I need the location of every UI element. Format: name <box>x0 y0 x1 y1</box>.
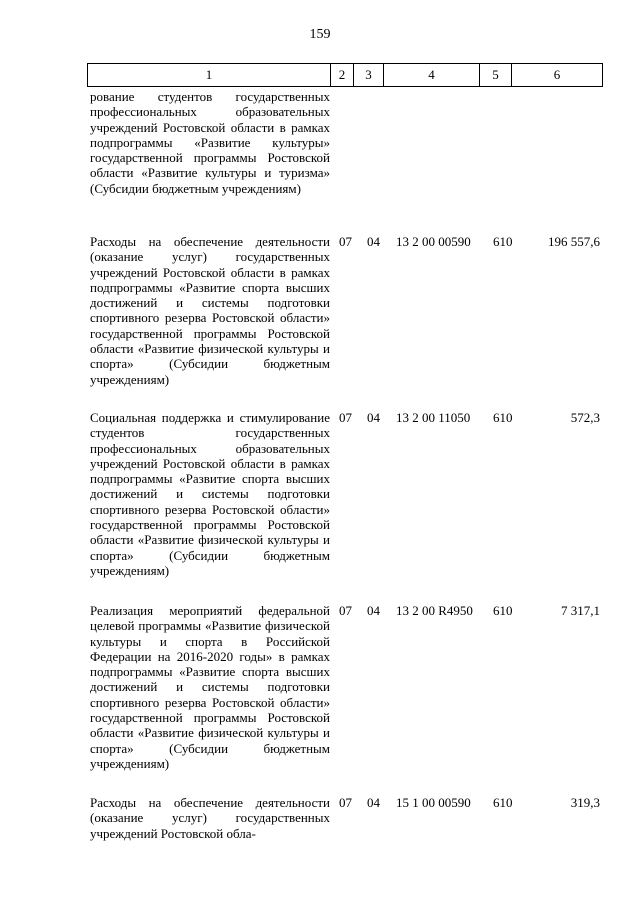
row-section: 07 <box>339 410 352 425</box>
row-description: Расходы на обеспечение деятельности (оказание услуг) государственных учреждений Ростовской обла- <box>90 795 330 841</box>
row-amount: 319,3 <box>570 795 600 810</box>
row-section: 07 <box>339 795 352 810</box>
column-header-6: 6 <box>512 64 603 87</box>
row-expense-type: 610 <box>493 234 513 249</box>
row-target-code: 13 2 00 R4950 <box>396 603 473 618</box>
row-description: Расходы на обеспечение деятельности (оказание услуг) государственных учреждений Ростовской области в рамках подпрограммы «Развитие спорта высших достижений и системы подготовки спортивного резерва Ростовской области» государственной программы Ростовской области «Развитие физической культуры и спорта» (Субсидии бюджетным учреждениям) <box>90 234 330 387</box>
row-subsection: 04 <box>367 410 380 425</box>
column-header-4: 4 <box>384 64 480 87</box>
row-expense-type: 610 <box>493 603 513 618</box>
row-section: 07 <box>339 603 352 618</box>
row-section: 07 <box>339 234 352 249</box>
row-description: Социальная поддержка и стимулирование студентов государственных профессиональных образовательных учреждений Ростовской области в рамках подпрограммы «Развитие спорта высших достижений и системы подготовки спортивного резерва Ростовской области» государственной программы Ростовской области «Развитие физической культуры и спорта» (Субсидии бюджетным учреждениям) <box>90 410 330 578</box>
row-target-code: 15 1 00 00590 <box>396 795 471 810</box>
row-amount: 7 317,1 <box>561 603 600 618</box>
row-target-code: 13 2 00 11050 <box>396 410 471 425</box>
row-subsection: 04 <box>367 603 380 618</box>
row-expense-type: 610 <box>493 795 513 810</box>
row-subsection: 04 <box>367 234 380 249</box>
page-number: 159 <box>309 27 331 42</box>
row-subsection: 04 <box>367 795 380 810</box>
row-amount: 196 557,6 <box>548 234 600 249</box>
continuation-description: рование студентов государственных профессиональных образовательных учреждений Ростовской области в рамках подпрограммы «Развитие культуры» государственной программы Ростовской области «Развитие культуры и туризма» (Субсидии бюджетным учреждениям) <box>90 89 330 196</box>
column-header-5: 5 <box>480 64 512 87</box>
row-amount: 572,3 <box>570 410 600 425</box>
column-header-table <box>87 63 603 87</box>
row-description: Реализация мероприятий федеральной целевой программы «Развитие физической культуры и спорта в Российской Федерации на 2016-2020 годы» в рамках подпрограммы «Развитие спорта высших достижений и системы подготовки спортивного резерва Ростовской области» государственной программы Ростовской области «Развитие физической культуры и спорта» (Субсидии бюджетным учреждениям) <box>90 603 330 771</box>
column-header-2: 2 <box>331 64 354 87</box>
row-target-code: 13 2 00 00590 <box>396 234 471 249</box>
column-header-row <box>88 64 603 87</box>
column-header-1: 1 <box>88 64 331 87</box>
column-header-3: 3 <box>354 64 384 87</box>
row-expense-type: 610 <box>493 410 513 425</box>
